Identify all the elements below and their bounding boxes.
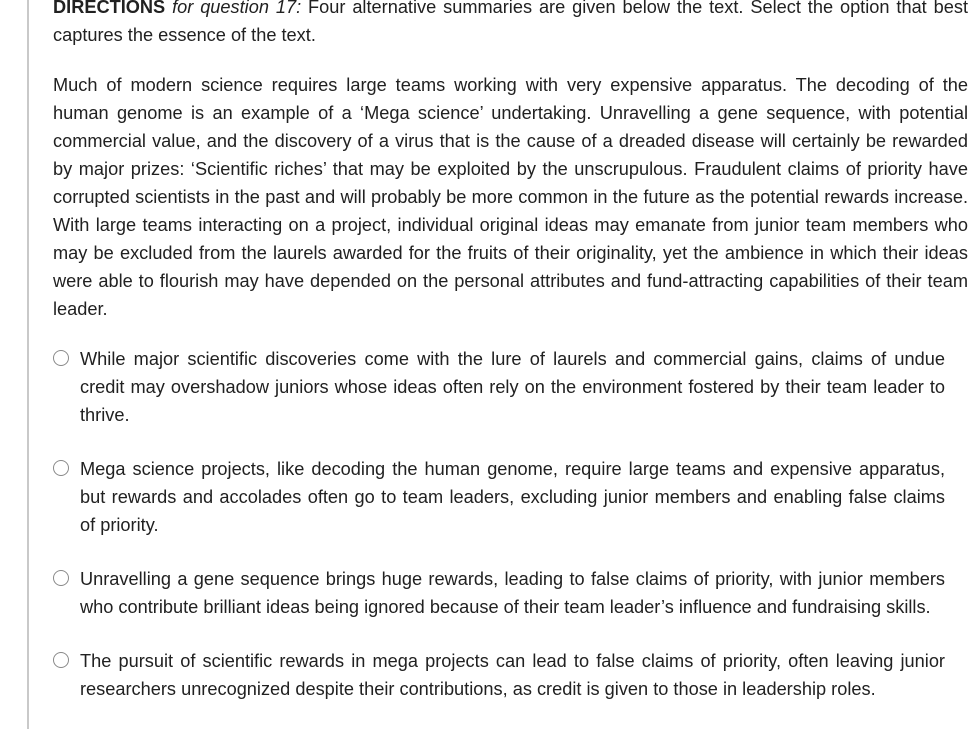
directions-label: DIRECTIONS [53, 0, 166, 17]
option-4-text[interactable]: The pursuit of scientific rewards in mega projects can lead to false claims of priority, often leaving junior researchers unrecognized despite their contributions, as credit is given to those in leadership roles. [80, 651, 945, 699]
option-4-radio[interactable] [53, 652, 69, 668]
option-2[interactable] [53, 455, 945, 539]
option-2-text[interactable]: Mega science projects, like decoding the human genome, require large teams and expensive apparatus, but rewards and accolades often go to team leaders, excluding junior members and enabling false claims of priority. [80, 459, 945, 535]
option-3-text[interactable]: Unravelling a gene sequence brings huge rewards, leading to false claims of priority, with junior members who contribute brilliant ideas being ignored because of their team leader’s influence and fundraising skills. [80, 569, 945, 617]
option-3[interactable] [53, 565, 945, 621]
directions-text [53, 0, 968, 49]
answer-options [53, 345, 945, 703]
directions-instruction: Four alternative summaries are given below the text. Select the option that best captures the essence of the text. [53, 0, 968, 45]
question-container [53, 0, 968, 729]
option-2-radio[interactable] [53, 460, 69, 476]
option-3-radio[interactable] [53, 570, 69, 586]
option-1-text[interactable]: While major scientific discoveries come with the lure of laurels and commercial gains, claims of undue credit may overshadow juniors whose ideas often rely on the environment fostered by their team leader to thrive. [80, 349, 945, 425]
option-1[interactable] [53, 345, 945, 429]
passage-text: Much of modern science requires large teams working with very expensive apparatus. The decoding of the human genome is an example of a ‘Mega science’ undertaking. Unravelling a gene sequence, with potential commercial value, and the discovery of a virus that is the cause of a dreaded disease will certainly be rewarded by major prizes: ‘Scientific riches’ that may be exploited by the unscrupulous. Fraudulent claims of priority have corrupted scientists in the past and will probably be more common in the future as the potential rewards increase. With large teams interacting on a project, individual original ideas may emanate from junior team members who may be excluded from the laurels awarded for the fruits of their originality, yet the ambience in which their ideas were able to flourish may have depended on the personal attributes and fund-attracting capabilities of their team leader. [53, 75, 968, 319]
question-reference: for question 17: [172, 0, 302, 17]
option-4[interactable] [53, 647, 945, 703]
left-border-rule [27, 0, 29, 729]
option-1-radio[interactable] [53, 350, 69, 366]
